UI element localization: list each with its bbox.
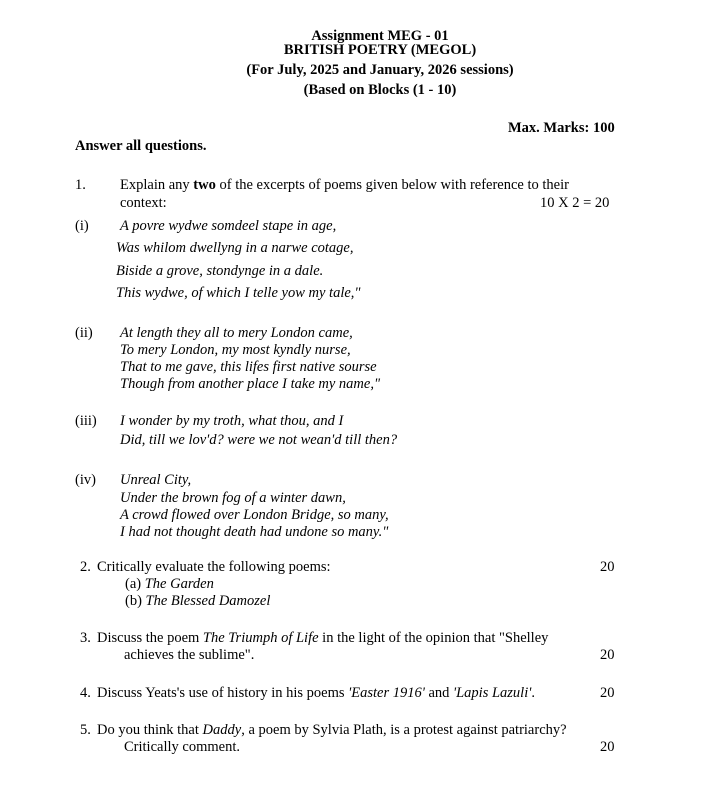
excerpt-label: (iv) (75, 472, 96, 488)
q3-marks: 20 (600, 647, 615, 663)
q5-text: Do you think that Daddy, a poem by Sylvia Plath, is a protest against patriarchy? (97, 722, 567, 738)
q3-number: 3. (80, 630, 91, 646)
q4-marks: 20 (600, 685, 615, 701)
poem-line: I had not thought death had undone so many." (120, 524, 389, 540)
q4-text: Discuss Yeats's use of history in his poems 'Easter 1916' and 'Lapis Lazuli'. (97, 685, 535, 701)
poem-line: I wonder by my troth, what thou, and I (120, 413, 344, 429)
blocks-line: (Based on Blocks (1 - 10) (303, 82, 457, 98)
assignment-title: Assignment MEG - 01 (311, 28, 449, 44)
poem-line: Under the brown fog of a winter dawn, (120, 490, 346, 506)
poem-line: That to me gave, this lifes first native sourse (120, 359, 377, 375)
poem-line: Unreal City, (120, 472, 192, 488)
poem-line: Was whilom dwellyng in a narwe cotage, (116, 240, 354, 256)
q5-marks: 20 (600, 739, 615, 755)
q1-number: 1. (75, 177, 86, 193)
q1-marks: 10 X 2 = 20 (540, 195, 610, 211)
excerpt-label: (i) (75, 218, 89, 234)
q5-text-line2: Critically comment. (124, 739, 240, 755)
poem-line: Though from another place I take my name," (120, 376, 381, 392)
q3-text-line2: achieves the sublime". (124, 647, 255, 663)
excerpt-label: (iii) (75, 413, 97, 429)
excerpt-label: (ii) (75, 325, 93, 341)
q2-option-b: (b) The Blessed Damozel (125, 593, 271, 609)
instruction: Answer all questions. (75, 138, 207, 154)
poem-line: Did, till we lov'd? were we not wean'd till then? (120, 432, 398, 448)
poem-line: This wydwe, of which I telle yow my tale," (116, 285, 361, 301)
poem-line: A crowd flowed over London Bridge, so many, (120, 507, 389, 523)
q2-option-a: (a) The Garden (125, 576, 214, 592)
sessions-line: (For July, 2025 and January, 2026 sessions) (246, 62, 514, 78)
q2-number: 2. (80, 559, 91, 575)
poem-line: Biside a grove, stondynge in a dale. (116, 263, 324, 279)
poem-line: To mery London, my most kyndly nurse, (120, 342, 351, 358)
poem-line: At length they all to mery London came, (120, 325, 353, 341)
q1-text: Explain any two of the excerpts of poems given below with reference to their (120, 177, 569, 193)
q1-text-line2: context: (120, 195, 167, 211)
q5-number: 5. (80, 722, 91, 738)
q2-text: Critically evaluate the following poems: (97, 559, 331, 575)
q2-marks: 20 (600, 559, 615, 575)
course-title: BRITISH POETRY (MEGOL) (283, 42, 477, 58)
max-marks: Max. Marks: 100 (508, 120, 615, 136)
poem-line: A povre wydwe somdeel stape in age, (120, 218, 337, 234)
q3-text: Discuss the poem The Triumph of Life in the light of the opinion that "Shelley (97, 630, 549, 646)
q4-number: 4. (80, 685, 91, 701)
